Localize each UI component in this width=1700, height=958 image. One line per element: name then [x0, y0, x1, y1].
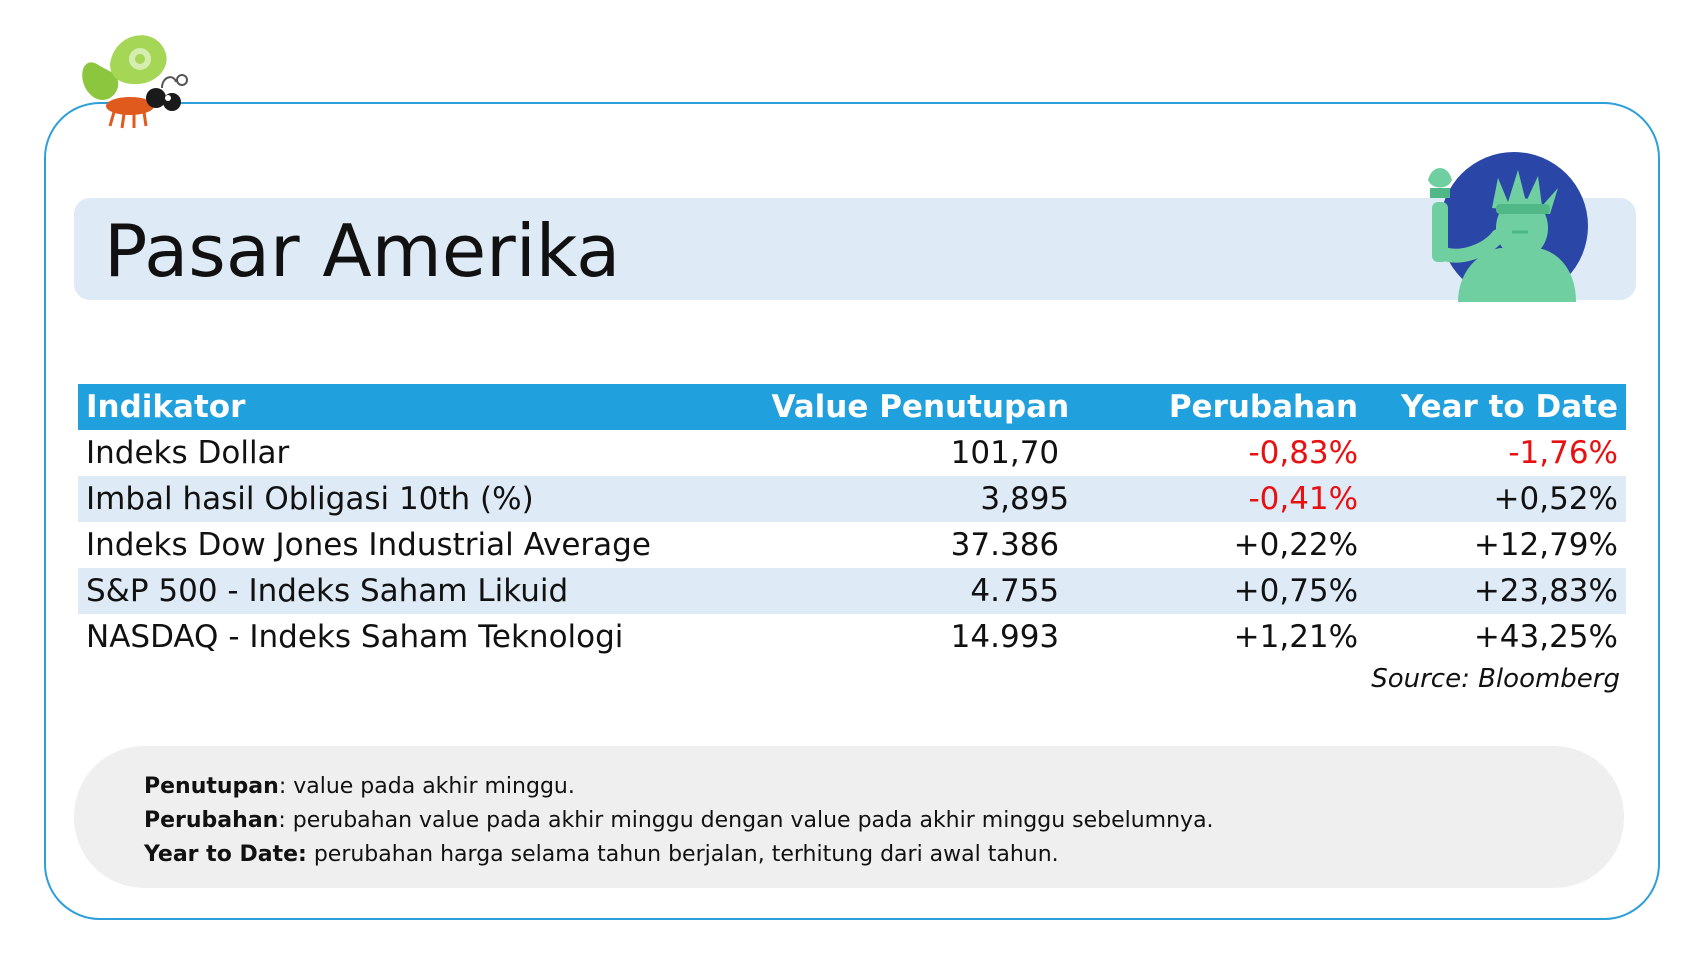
cell-perubahan: +1,21%: [1233, 619, 1359, 655]
table-row: [78, 430, 1626, 476]
cell-value: 37.386: [950, 527, 1060, 563]
cell-value: 101,70: [950, 435, 1060, 471]
header-value-penutupan: Value Penutupan: [756, 384, 1129, 430]
table-row: [78, 568, 1626, 614]
cell-ytd: +0,52%: [1366, 476, 1626, 522]
cell-perubahan: +0,22%: [1233, 527, 1359, 563]
header-year-to-date: Year to Date: [1366, 384, 1626, 430]
definitions-box: [74, 746, 1624, 888]
cell-ytd: +12,79%: [1473, 527, 1618, 563]
note-term: Perubahan: [144, 808, 279, 833]
cell-indikator: Indeks Dollar: [86, 435, 290, 471]
note-year-to-date: [144, 842, 1059, 867]
cell-ytd: +43,25%: [1473, 619, 1618, 655]
cell-perubahan: -0,83%: [1248, 435, 1359, 471]
note-text: : perubahan value pada akhir minggu dengan value pada akhir minggu sebelumnya.: [278, 808, 1214, 833]
table-header-row: [78, 384, 1626, 430]
cell-indikator: Imbal hasil Obligasi 10th (%): [78, 476, 756, 522]
note-text: : value pada akhir minggu.: [278, 774, 575, 799]
cell-perubahan: -0,41%: [1129, 476, 1366, 522]
note-text: perubahan harga selama tahun berjalan, terhitung dari awal tahun.: [306, 842, 1059, 867]
note-term: Penutupan: [144, 774, 279, 799]
cell-indikator: NASDAQ - Indeks Saham Teknologi: [86, 619, 624, 655]
header-indikator: Indikator: [78, 384, 756, 430]
note-term: Year to Date:: [144, 842, 307, 867]
cell-indikator: S&P 500 - Indeks Saham Likuid: [78, 568, 756, 614]
page-title: Pasar Amerika: [104, 209, 621, 293]
cell-indikator: Indeks Dow Jones Industrial Average: [86, 527, 651, 563]
cell-ytd: +23,83%: [1366, 568, 1626, 614]
cell-value: 3,895: [756, 476, 1129, 522]
header-perubahan: Perubahan: [1129, 384, 1366, 430]
cell-perubahan: +0,75%: [1129, 568, 1366, 614]
cell-ytd: -1,76%: [1508, 435, 1618, 471]
note-penutupan: [144, 774, 575, 799]
butterfly-mascot-icon: [70, 26, 200, 136]
table-row: [78, 522, 1626, 568]
statue-of-liberty-icon: [1418, 152, 1590, 302]
market-indicators-table: [78, 384, 1626, 660]
table-row: [78, 614, 1626, 660]
cell-value: 14.993: [950, 619, 1060, 655]
cell-value: 4.755: [756, 568, 1129, 614]
table-row: [78, 476, 1626, 522]
note-perubahan: [144, 808, 1214, 833]
source-note: Source: Bloomberg: [1371, 664, 1620, 694]
